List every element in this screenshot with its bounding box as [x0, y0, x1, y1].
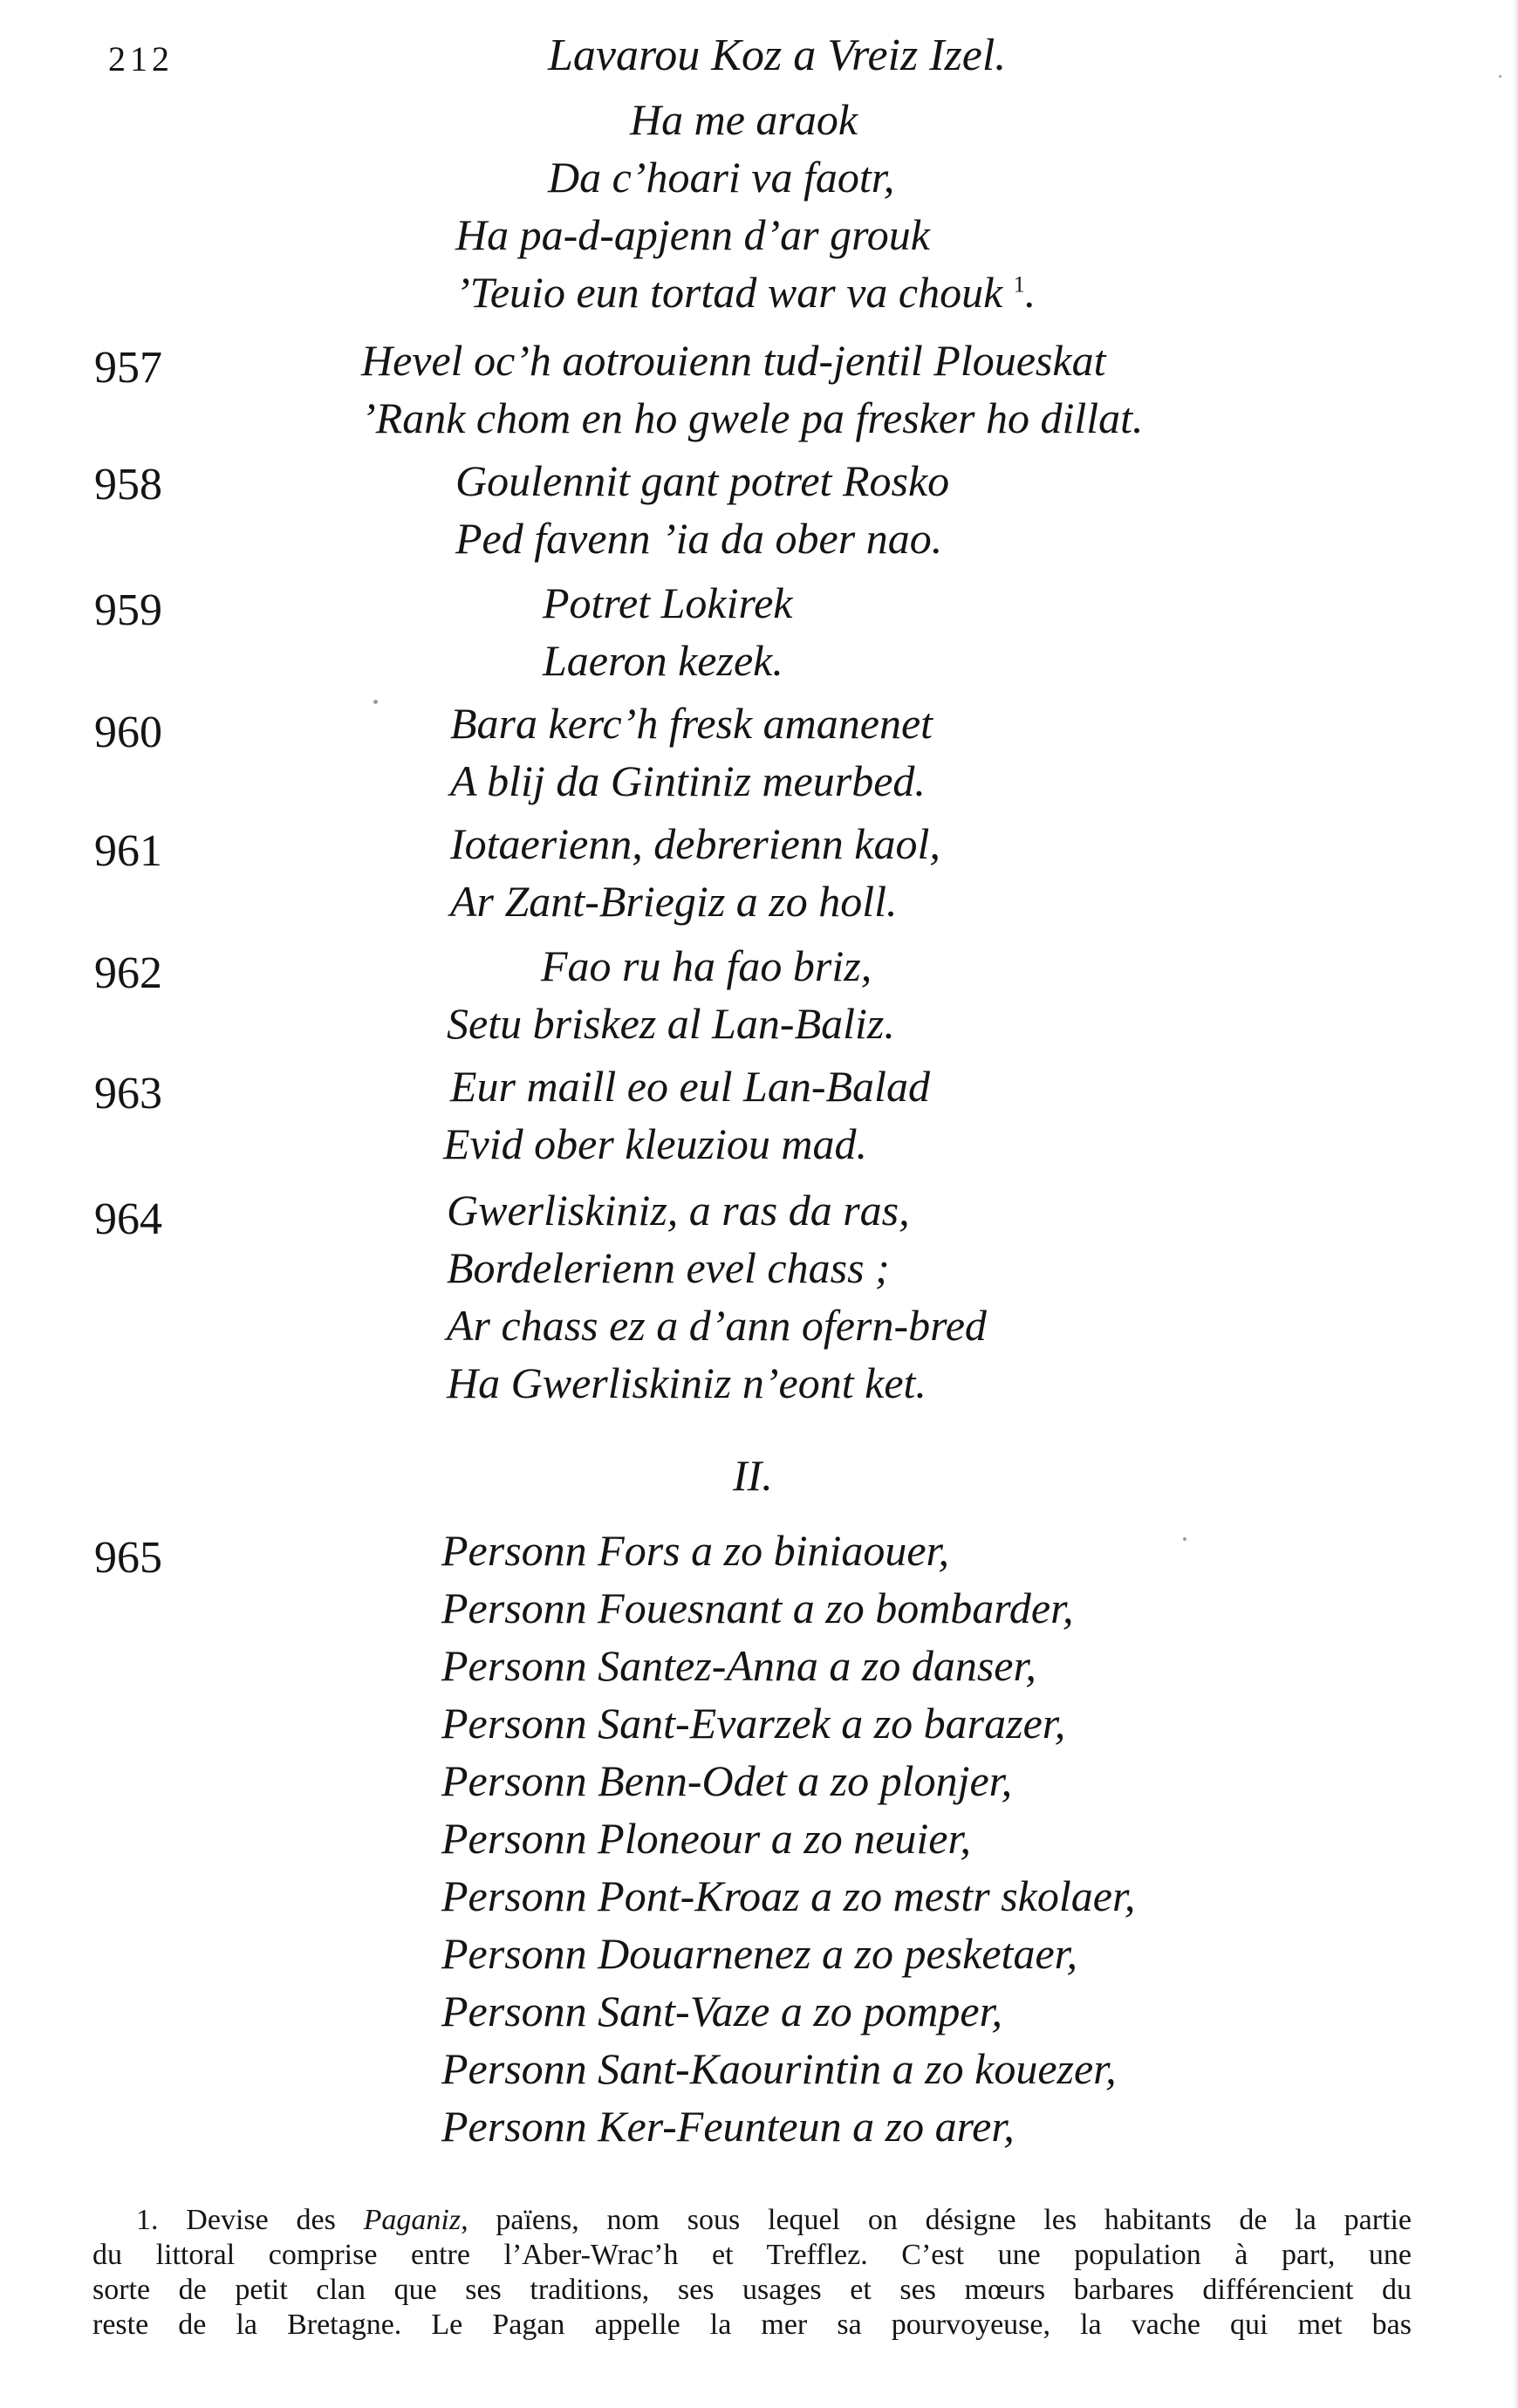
- footnote-italic-term: Paganiz: [363, 2204, 462, 2236]
- verse-line: Personn Sant-Vaze a zo pomper,: [441, 1987, 1003, 2035]
- verse-line: Evid ober kleuziou mad.: [443, 1119, 868, 1168]
- verse-line: Personn Pont-Kroaz a zo mestr skolaer,: [441, 1871, 1136, 1920]
- running-title: Lavarou Koz a Vreiz Izel.: [548, 31, 1007, 80]
- verse-line: Potret Lokirek: [543, 578, 793, 627]
- verse-line: Ha Gwerliskiniz n’eont ket.: [447, 1358, 927, 1407]
- footnote-text: , païens, nom sous lequel on désigne les habitants de la partie: [461, 2204, 1412, 2236]
- page-edge-shadow: [1513, 0, 1518, 2408]
- verse-line: Personn Sant-Kaourintin a zo kouezer,: [441, 2044, 1117, 2093]
- section-heading: II.: [733, 1451, 773, 1500]
- verse-number: 959: [94, 585, 162, 635]
- verse-number: 961: [94, 826, 162, 876]
- verse-line: Setu briskez al Lan-Baliz.: [447, 999, 895, 1048]
- verse-line: Ar Zant-Briegiz a zo holl.: [450, 877, 898, 926]
- verse-number: 957: [94, 343, 162, 393]
- verse-line: Ped favenn ’ia da ober nao.: [455, 514, 943, 563]
- verse-line: Ha pa-d-apjenn d’ar grouk: [455, 210, 930, 259]
- verse-line: Hevel oc’h aotrouienn tud-jentil Ploueskat: [361, 336, 1106, 385]
- verse-line: ’Rank chom en ho gwele pa fresker ho dillat.: [361, 393, 1144, 442]
- verse-number: 963: [94, 1069, 162, 1118]
- verse-line: Personn Fouesnant a zo bombarder,: [441, 1584, 1074, 1632]
- footnote-lead: Devise des: [186, 2204, 336, 2236]
- verse-line: Personn Ker-Feunteun a zo arer,: [441, 2102, 1015, 2151]
- verse-line: Personn Ploneour a zo neuier,: [441, 1814, 971, 1863]
- scan-speck: [373, 700, 378, 704]
- verse-number: 964: [94, 1194, 162, 1244]
- verse-line: Eur maill eo eul Lan-Balad: [450, 1062, 930, 1111]
- verse-number: 962: [94, 948, 162, 998]
- footnote-line: sorte de petit clan que ses traditions, ses usages et ses mœurs barbares différencient du: [92, 2274, 1412, 2306]
- line-end-punctuation: .: [1024, 268, 1036, 317]
- scan-speck: [1183, 1537, 1186, 1541]
- verse-line: Gwerliskiniz, a ras da ras,: [447, 1186, 910, 1235]
- verse-line-text: ’Teuio eun tortad war va chouk: [455, 268, 1003, 317]
- verse-line: Ha me araok: [630, 95, 858, 144]
- verse-line: Ar chass ez a d’ann ofern-bred: [447, 1301, 987, 1350]
- verse-number: 960: [94, 708, 162, 757]
- footnote-line: reste de la Bretagne. Le Pagan appelle la mer sa pourvoyeuse, la vache qui met bas: [92, 2309, 1412, 2341]
- verse-line: Bordelerienn evel chass ;: [447, 1243, 890, 1292]
- scan-speck: [1499, 75, 1501, 78]
- verse-line: Iotaerienn, debrerienn kaol,: [450, 819, 940, 868]
- verse-number: 965: [94, 1533, 162, 1583]
- verse-line: Da c’hoari va faotr,: [548, 153, 895, 202]
- verse-line: A blij da Gintiniz meurbed.: [450, 756, 926, 805]
- verse-line: Personn Benn-Odet a zo plonjer,: [441, 1756, 1013, 1805]
- verse-line: Personn Douarnenez a zo pesketaer,: [441, 1929, 1078, 1978]
- verse-line: Personn Santez-Anna a zo danser,: [441, 1641, 1036, 1690]
- verse-line: Fao ru ha fao briz,: [541, 941, 872, 990]
- footnote-line: du littoral comprise entre l’Aber-Wrac’h et Trefflez. C’est une population à part, une: [92, 2239, 1412, 2271]
- verse-line: Personn Sant-Evarzek a zo barazer,: [441, 1699, 1066, 1748]
- verse-line: Laeron kezek.: [543, 636, 783, 685]
- page-number: 212: [108, 39, 174, 79]
- verse-line: Personn Fors a zo biniaouer,: [441, 1526, 949, 1575]
- footnote-marker: 1.: [136, 2204, 159, 2236]
- verse-line: Goulennit gant potret Rosko: [455, 456, 950, 505]
- footnote-line: [92, 2206, 1412, 2235]
- footnote-reference: 1: [1013, 271, 1025, 298]
- verse-line: [455, 268, 1036, 317]
- verse-number: 958: [94, 460, 162, 510]
- verse-line: Bara kerc’h fresk amanenet: [450, 699, 933, 748]
